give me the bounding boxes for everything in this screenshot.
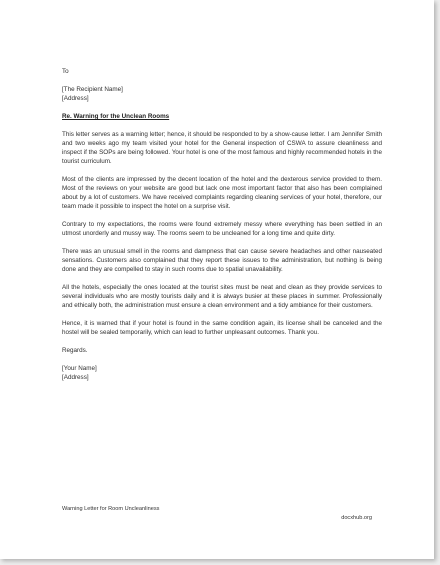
paragraph-1: This letter serves as a warning letter; hence, it should be responded to by a show-cause letter. I am Jennifer Smith and two weeks ago my team visited your hotel for the General inspection of CSWA to assure cleanliness and inspect if the SOPs are being followed. Your hotel is one of the most famous and highly recommended hotels in the tourist curriculum. — [62, 131, 382, 165]
paragraph-3: Contrary to my expectations, the rooms were found extremely messy where everything has been settled in an utmost unorderly and mussy way. The rooms seem to be uncleaned for a long time and quite dirty. — [62, 221, 382, 237]
letter-body — [62, 67, 382, 382]
footer-site: docxhub.org — [341, 515, 372, 521]
subject-line: Re. Warning for the Unclean Rooms — [62, 113, 170, 120]
recipient-name: [The Recipient Name] — [62, 86, 123, 93]
closing: Regards. — [62, 347, 88, 354]
sender-name: [Your Name] — [62, 365, 97, 372]
recipient-block — [62, 85, 382, 103]
paragraph-4: There was an unusual smell in the rooms and dampness that can cause severe headaches and other nauseated sensations. Customers also complained that they report these issues to the administration, but nothing is being done and they are compelled to stay in such rooms due to spatial unavailability. — [62, 248, 382, 273]
to-line: To — [62, 68, 69, 75]
signature-block — [62, 364, 382, 382]
paragraph-5: All the hotels, especially the ones located at the tourist sites must be neat and clean as they provide services to several individuals who are mostly tourists daily and it is always busier at these places in summer. Professionally and ethically both, the administration must ensure a clean environment and a tidy ambiance for their customers. — [62, 284, 382, 309]
paragraph-2: Most of the clients are impressed by the decent location of the hotel and the dexterous service provided to them. Most of the reviews on your website are good but lack one most important factor that also has been complained about by a lot of customers. We have received complaints regarding cleaning services of your hotel, therefore, our team made it possible to inspect the hotel on a surprise visit. — [62, 176, 382, 210]
sender-address: [Address] — [62, 374, 89, 381]
footer-title: Warning Letter for Room Uncleanliness — [62, 506, 160, 512]
paragraph-6: Hence, it is warned that if your hotel is found in the same condition again, its license shall be canceled and the hostel will be sealed temporarily, which can lead to further unpleasant outcomes. Thank you. — [62, 320, 382, 336]
recipient-address: [Address] — [62, 95, 89, 102]
